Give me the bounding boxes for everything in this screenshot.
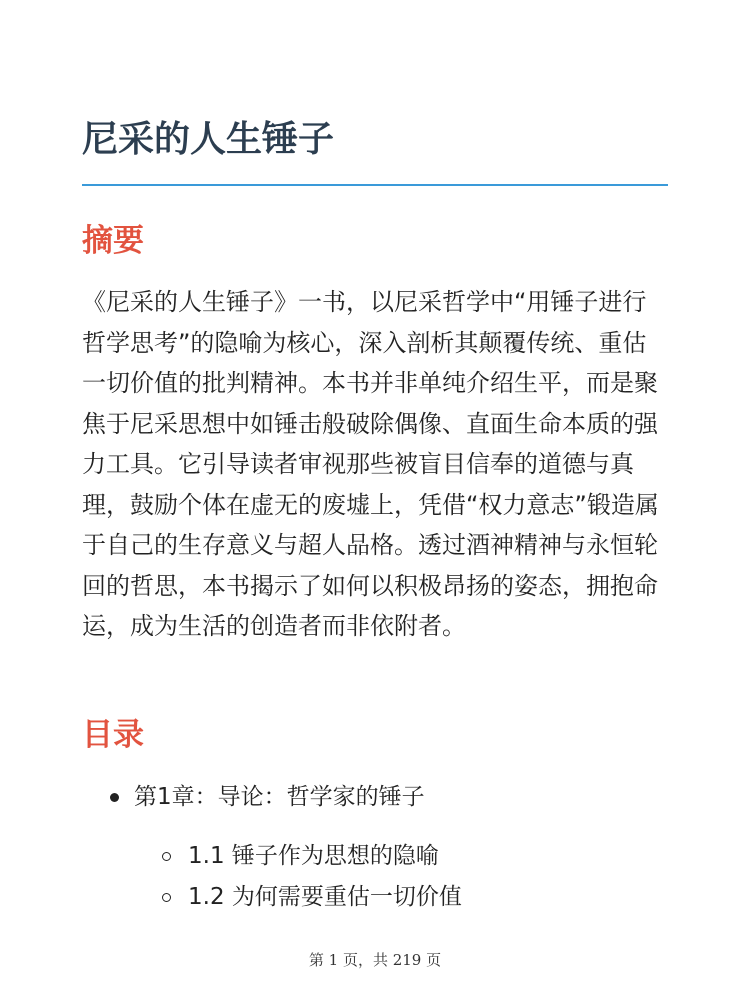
bullet-circle-icon [162,893,171,902]
book-title: 尼采的人生锤子 [82,119,335,160]
title-divider [82,184,668,186]
toc-section-label: 1.2 为何需要重估一切价值 [188,884,462,910]
page-number-footer: 第 1 页，共 219 页 [308,951,442,969]
toc-section-label: 1.1 锤子作为思想的隐喻 [188,843,439,869]
abstract-heading: 摘要 [82,223,144,259]
toc-heading: 目录 [82,717,144,753]
toc-chapter-1[interactable] [82,780,668,918]
bullet-disc-icon [110,793,119,802]
abstract-paragraph: 《尼采的人生锤子》一书，以尼采哲学中“用锤子进行哲学思考”的隐喻为核心，深入剖析其颠覆传统、重估一切价值的批判精神。本书并非单纯介绍生平，而是聚焦于尼采思想中如锤击般破除偶像、直面生命本质的强力工具。它引导读者审视那些被盲目信奉的道德与真理，鼓励个体在虚无的废墟上，凭借“权力意志”锻造属于自己的生存意义与超人品格。透过酒神精神与永恒轮回的哲思，本书揭示了如何以积极昂扬的姿态，拥抱命运，成为生活的创造者而非依附者。 [82,288,659,640]
bullet-circle-icon [162,852,171,861]
toc-section-1-2[interactable] [134,877,668,918]
toc-chapter-1-sections [134,836,668,918]
table-of-contents [82,780,668,918]
toc-section-1-1[interactable] [134,836,668,877]
toc-chapter-label: 第1章：导论：哲学家的锤子 [134,784,425,810]
